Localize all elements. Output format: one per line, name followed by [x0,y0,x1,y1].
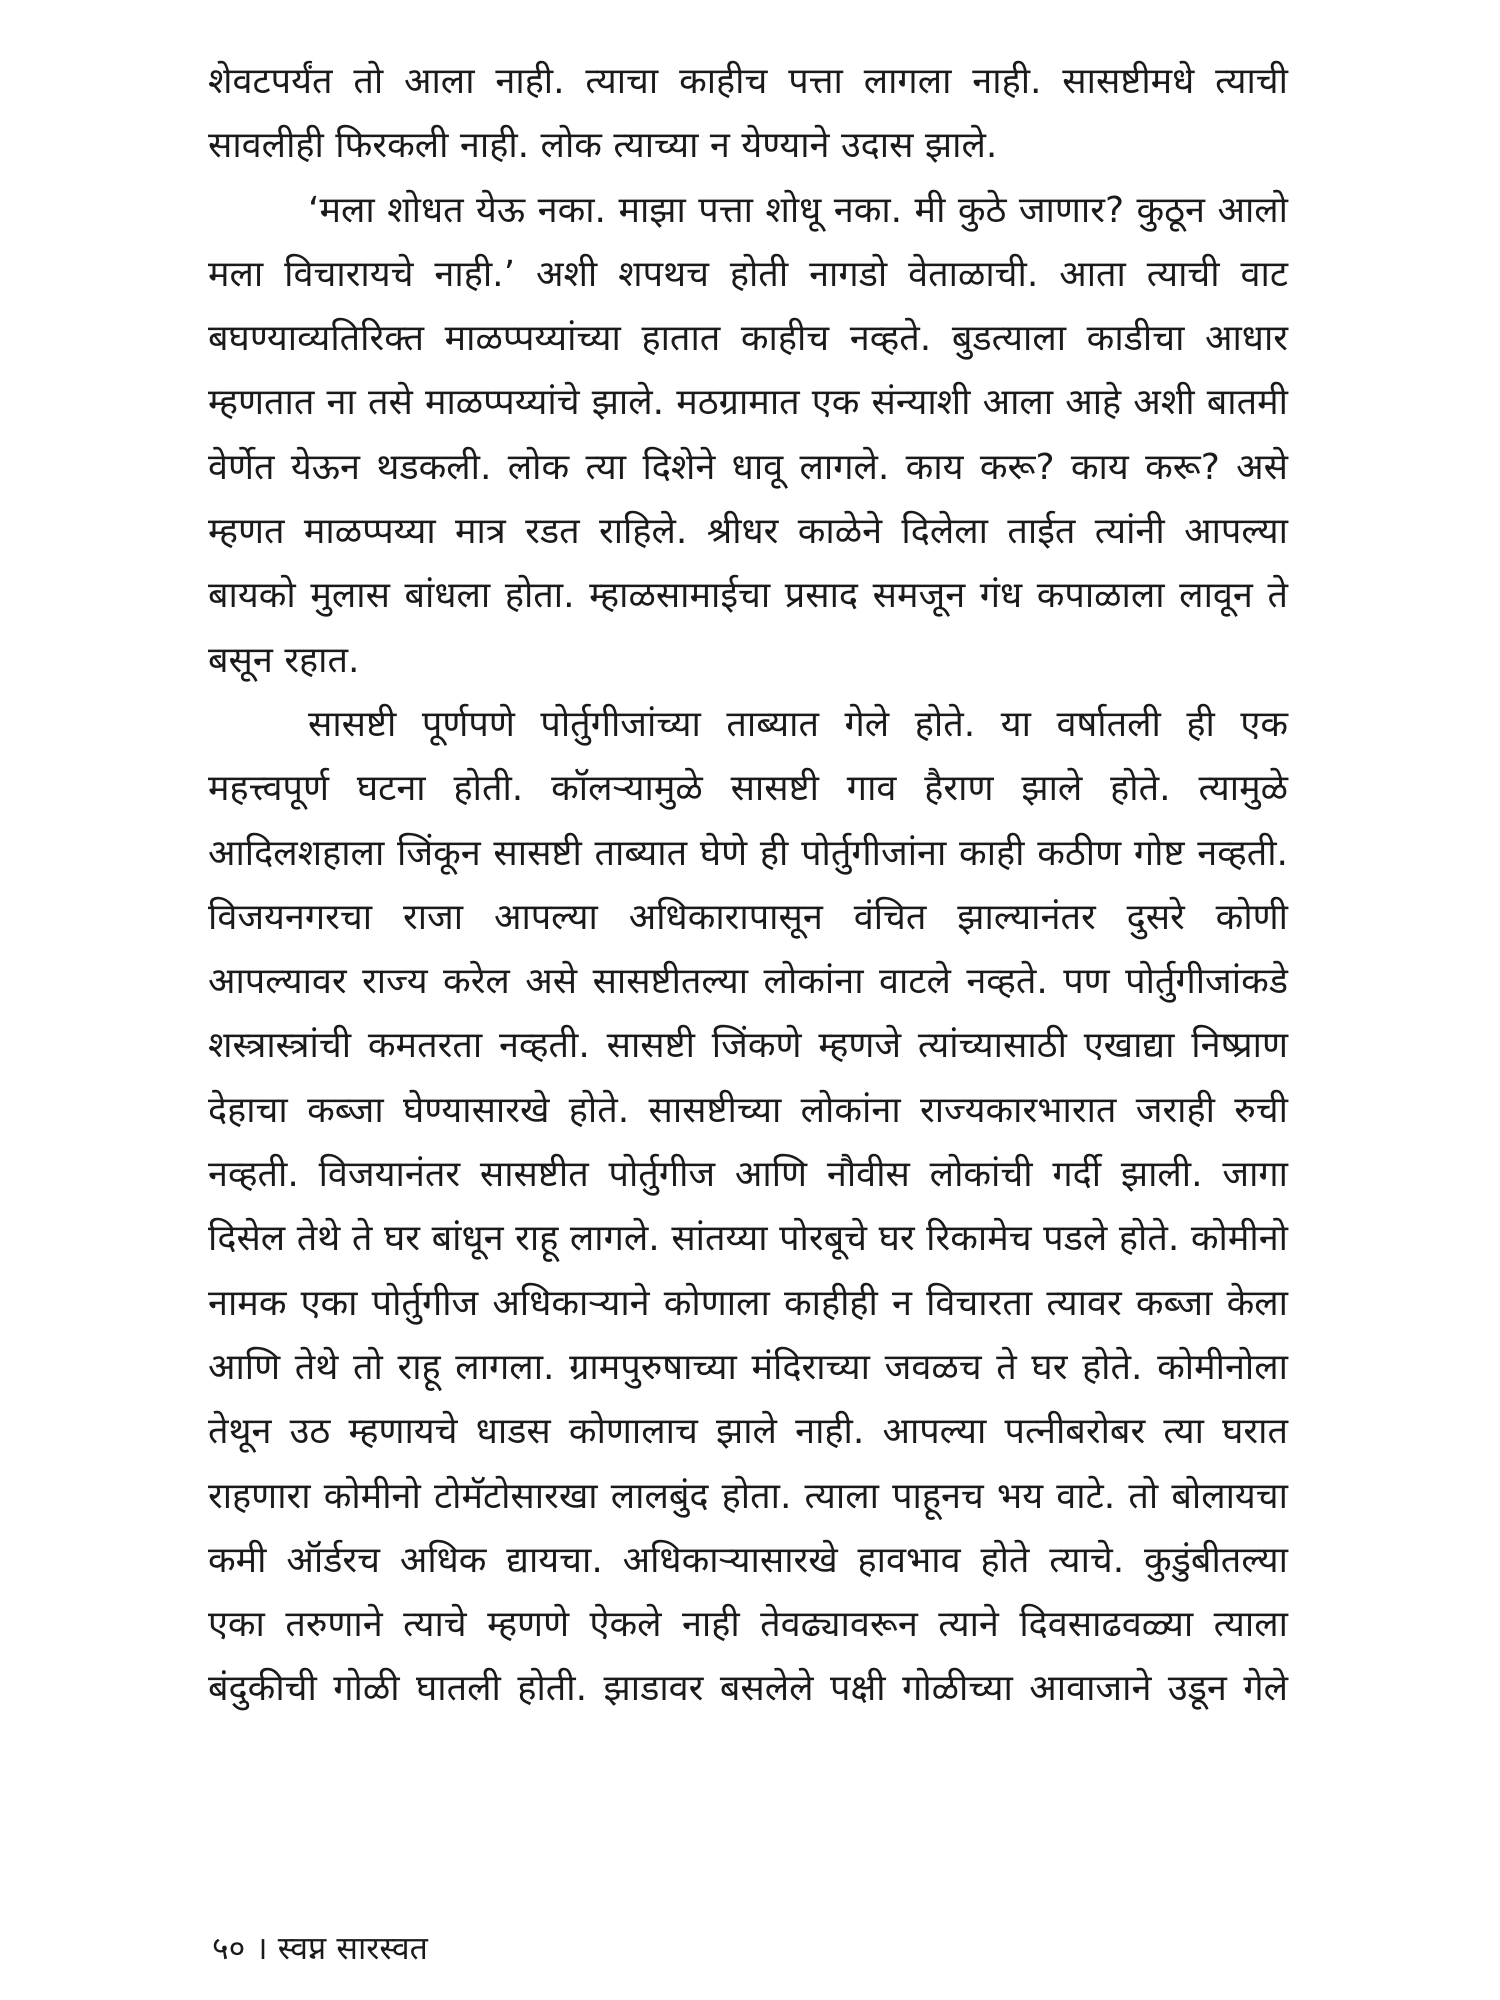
book-title: स्वप्न सारस्वत [277,1929,428,1967]
page-number: ५० [212,1929,246,1967]
paragraph-3: सासष्टी पूर्णपणे पोर्तुगीजांच्या ताब्यात गेले होते. या वर्षातली ही एक महत्त्वपूर्ण घटना होती. कॉलऱ्यामुळे सासष्टी गाव हैराण झाले होते. त्यामुळे आदिलशहाला जिंकून सासष्टी ताब्यात घेणे ही पोर्तुगीजांना काही कठीण गोष्ट नव्हती. विजयनगरचा राजा आपल्या अधिकारापासून वंचित झाल्यानंतर दुसरे कोणी आपल्यावर राज्य करेल असे सासष्टीतल्या लोकांना वाटले नव्हते. पण पोर्तुगीजांकडे शस्त्रास्त्रांची कमतरता नव्हती. सासष्टी जिंकणे म्हणजे त्यांच्यासाठी एखाद्या निष्प्राण देहाचा कब्जा घेण्यासारखे होते. सासष्टीच्या लोकांना राज्यकारभारात जराही रुची नव्हती. विजयानंतर सासष्टीत पोर्तुगीज आणि नौवीस लोकांची गर्दी झाली. जागा दिसेल तेथे ते घर बांधून राहू लागले. सांतय्या पोरबूचे घर रिकामेच पडले होते. कोमीनो नामक एका पोर्तुगीज अधिकाऱ्याने कोणाला काहीही न विचारता त्यावर कब्जा केला आणि तेथे तो राहू लागला. ग्रामपुरुषाच्या मंदिराच्या जवळच ते घर होते. कोमीनोला तेथून उठ म्हणायचे धाडस कोणालाच झाले नाही. आपल्या पत्नीबरोबर त्या घरात राहणारा कोमीनो टोमॅटोसारखा लालबुंद होता. त्याला पाहूनच भय वाटे. तो बोलायचा कमी ऑर्डरच अधिक द्यायचा. अधिकाऱ्यासारखे हावभाव होते त्याचे. कुडुंबीतल्या एका तरुणाने त्याचे म्हणणे ऐकले नाही तेवढ्यावरून त्याने दिवसाढवळ्या त्याला बंदुकीची गोळी घातली होती. झाडावर बसलेले पक्षी गोळीच्या आवाजाने उडून गेले [208,703,1289,1710]
paragraph-2: ‘मला शोधत येऊ नका. माझा पत्ता शोधू नका. मी कुठे जाणार? कुठून आलो मला विचारायचे नाही.’ अशी शपथच होती नागडो वेताळाची. आता त्याची वाट बघण्याव्यतिरिक्त माळप्पय्यांच्या हातात काहीच नव्हते. बुडत्याला काडीचा आधार म्हणतात ना तसे माळप्पय्यांचे झाले. मठग्रामात एक संन्याशी आला आहे अशी बातमी वेर्णेत येऊन थडकली. लोक त्या दिशेने धावू लागले. काय करू? काय करू? असे म्हणत माळप्पय्या मात्र रडत राहिले. श्रीधर काळेने दिलेला ताईत त्यांनी आपल्या बायको मुलास बांधला होता. म्हाळसामाईचा प्रसाद समजून गंध कपाळाला लावून ते बसून रहात. [208,189,1288,681]
paragraph-1: शेवटपर्यंत तो आला नाही. त्याचा काहीच पत्ता लागला नाही. सासष्टीमधे त्याची सावलीही फिरकली नाही. लोक त्याच्या न येण्याने उदास झाले. [208,61,1288,167]
page-body [208,50,1288,1722]
page-footer [212,1928,428,1968]
footer-separator: । [255,1929,268,1967]
